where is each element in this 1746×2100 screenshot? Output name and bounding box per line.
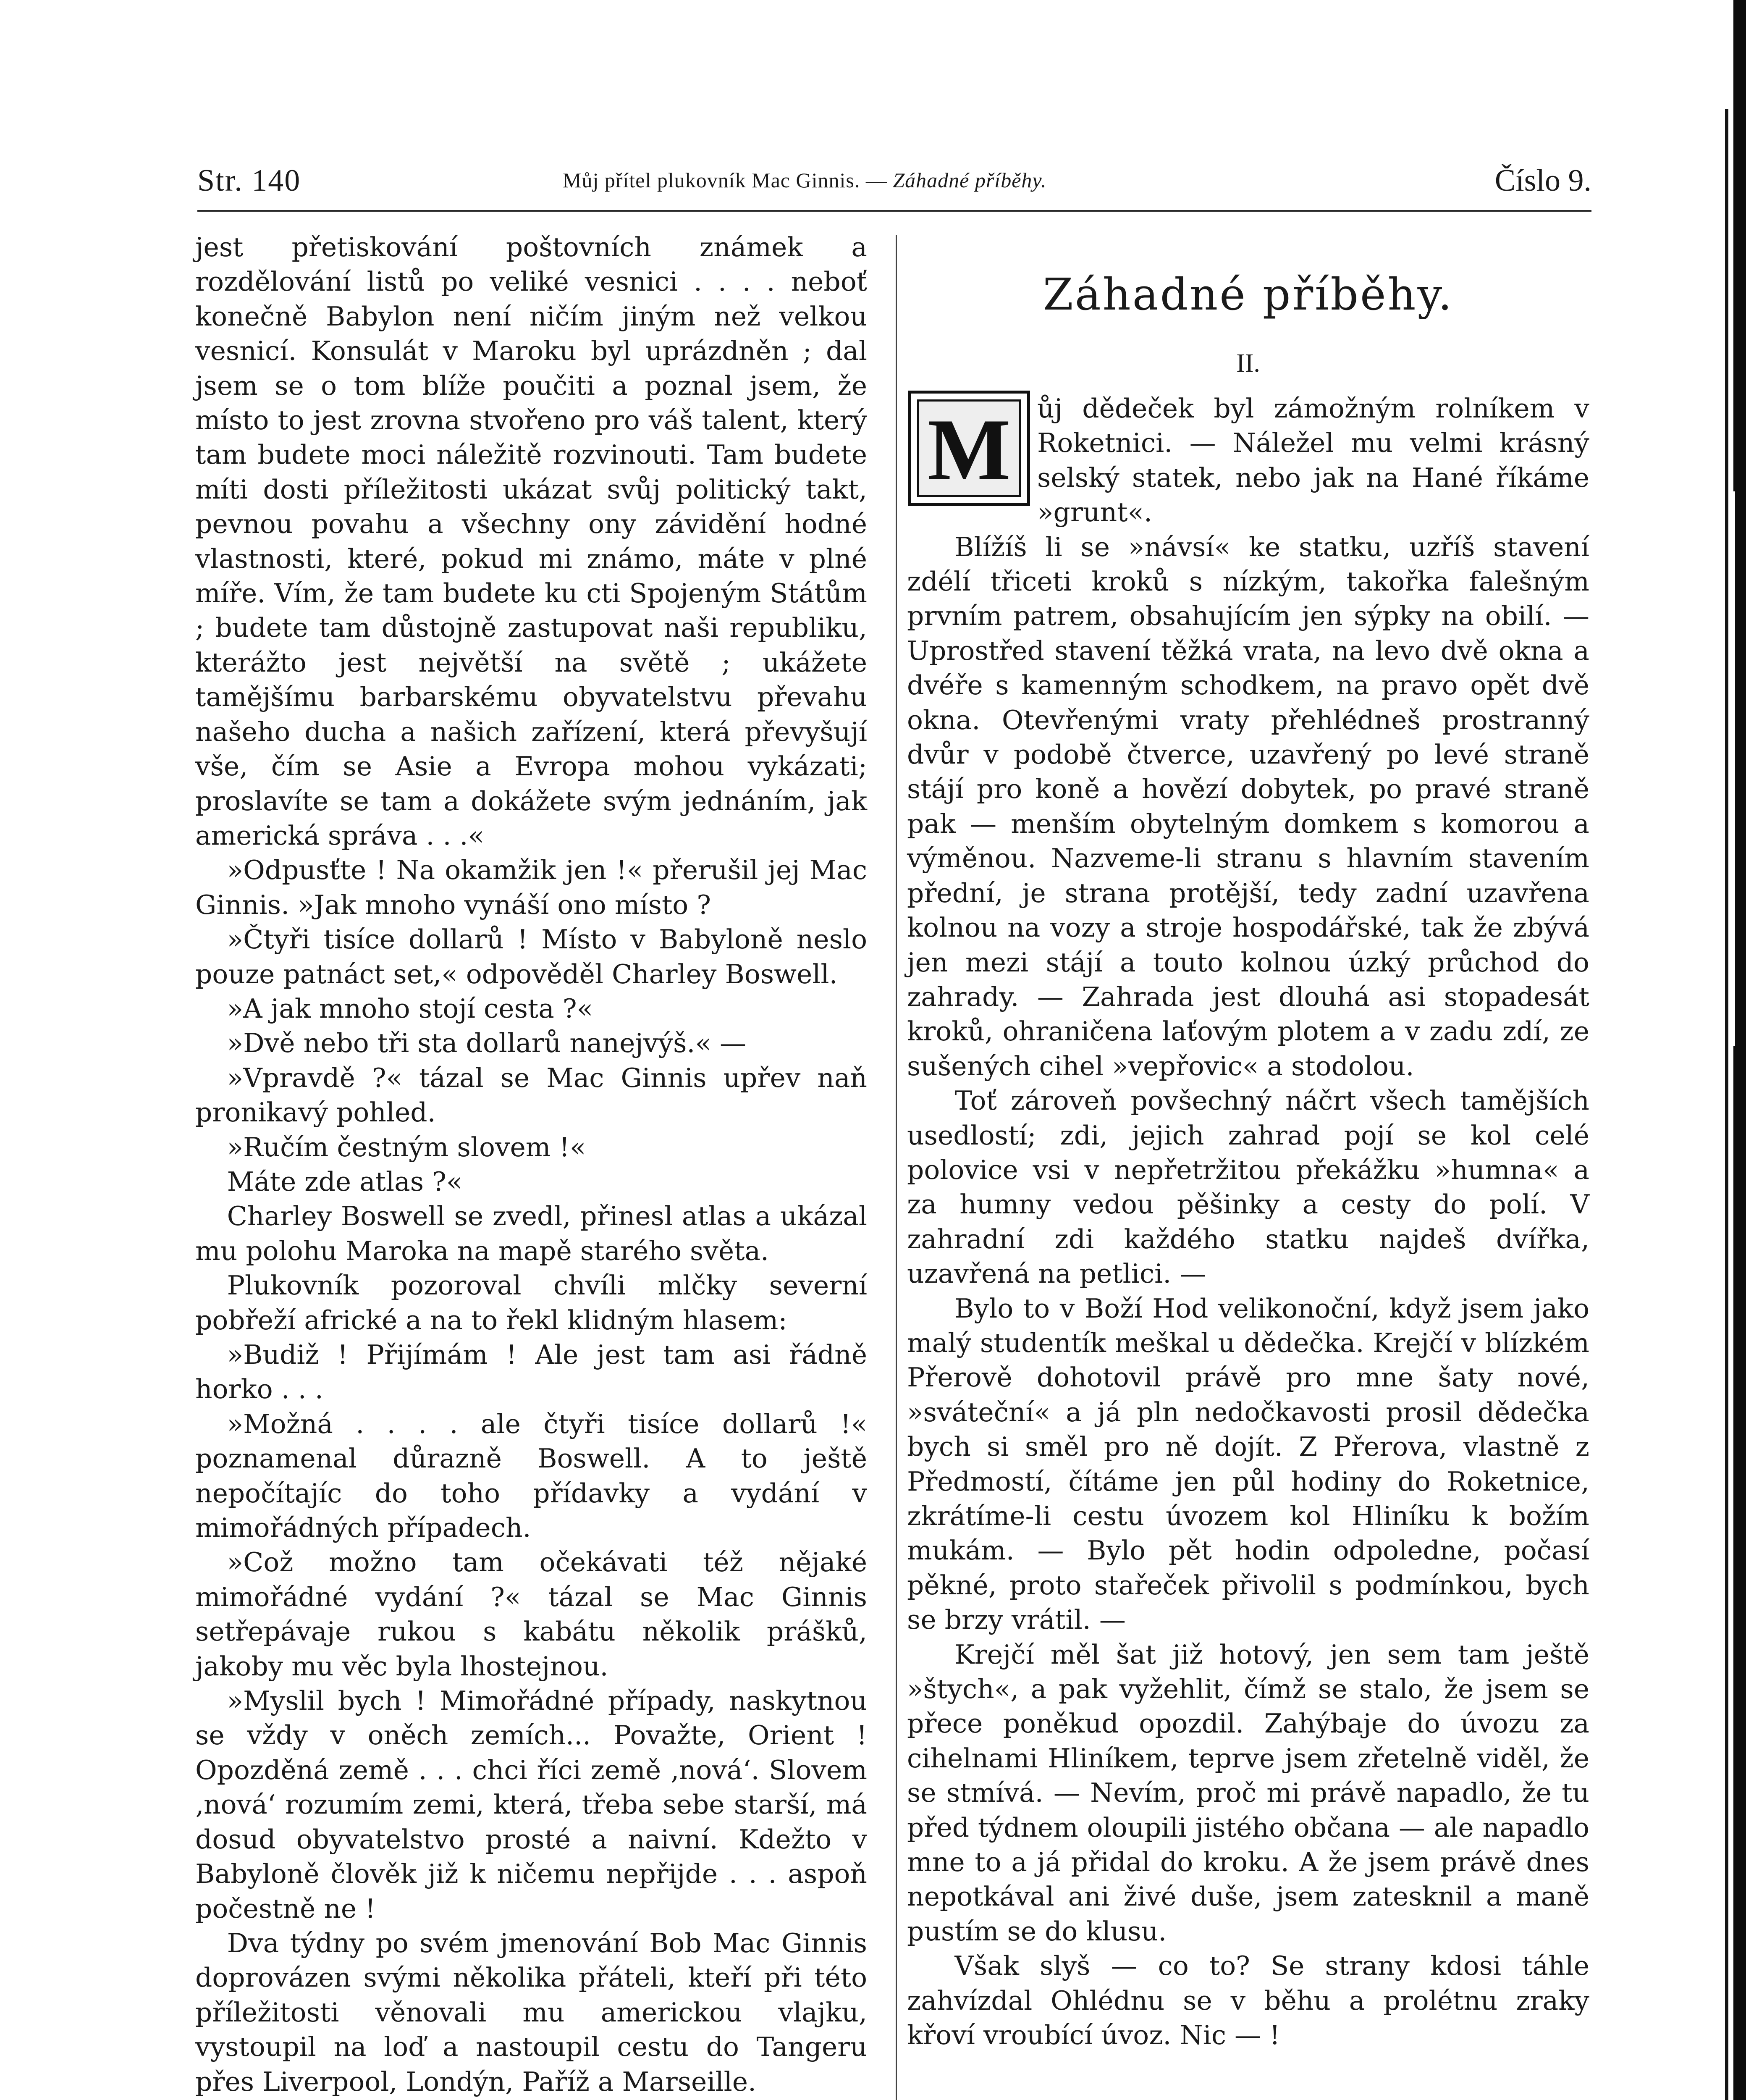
article-title: Záhadné příběhy.	[1043, 269, 1454, 320]
header-rule	[197, 210, 1591, 212]
left-paragraph: Charley Boswell se zvedl, přinesl atlas a ukázal mu polohu Maroka na mapě starého světa.	[195, 1201, 867, 1266]
left-paragraph: »Budiž ! Přijímám ! Ale jest tam asi řádně horko . . .	[195, 1339, 867, 1405]
right-paragraph: Toť zároveň povšechný náčrt všech tamějších usedlostí; zdi, jejich zahrad pojí se kol celé polovice vsi v nepřetržitou překážku »humna« a za humny vedou pěšinky a cesty do polí. V zahradní zdi každého statku najdeš dvířka, uzavřená na petlici. —	[907, 1085, 1589, 1289]
left-paragraph: Dva týdny po svém jmenování Bob Mac Ginnis doprovázen svými několika přáteli, kteří při této příležitosti věnovali mu americkou vlajku, vystoupil na loď a nastoupil cestu do Tangeru přes Liverpool, Londýn, Paříž a Marseille.	[195, 1927, 867, 2097]
left-paragraph: »Čtyři tisíce dollarů ! Místo v Babyloně neslo pouze patnáct set,« odpověděl Charley Boswell.	[195, 924, 867, 990]
running-title-story: Můj přítel plukovník Mac Ginnis. —	[563, 168, 887, 192]
right-paragraph: Krejčí měl šat již hotový, jen sem tam ještě »štych«, a pak vyžehlit, čímž se stalo, že jsem se přece poněkud opozdil. Zahýbaje do úvozu za cihelnami Hliníkem, teprve jsem zřetelně viděl, že se stmívá. — Nevím, proč mi právě napadlo, že tu před týdnem oloupili jistého občana — ale napadlo mne to a já přidal do kroku. A že jsem právě dnes nepotkával ani živé duše, jsem zatesknil a maně pustím se do klusu.	[907, 1639, 1589, 1947]
page-edge-line	[1725, 109, 1728, 2100]
running-header	[197, 159, 1591, 205]
running-title	[563, 168, 1046, 192]
drop-cap-letter: M	[927, 401, 1011, 499]
left-paragraph: »Odpusťte ! Na okamžik jen !« přerušil jej Mac Ginnis. »Jak mnoho vynáší ono místo ?	[195, 855, 867, 920]
right-paragraph: Bylo to v Boží Hod velikonoční, když jsem jako malý studentík meškal u dědečka. Krejčí v blízkém Přerově dohotovil právě pro mne šaty nové, »sváteční« a já pln nedočkavosti prosil dědečka bych si směl pro ně dojít. Z Přerova, vlastně z Předmostí, čítáme jen půl hodiny do Roketnice, zkrátíme-li cestu úvozem kol Hliníku k božím mukám. — Bylo pět hodin odpoledne, počasí pěkné, proto stařeček přivolil s podmínkou, bych se brzy vrátil. —	[907, 1293, 1589, 1635]
page-edge-gap	[1731, 491, 1735, 1046]
right-column	[907, 391, 1589, 2053]
page-edge-scan-shadow	[1733, 0, 1746, 2100]
left-paragraph: Plukovník pozoroval chvíli mlčky severní pobřeží africké a na to řekl klidným hlasem:	[195, 1270, 867, 1336]
page-number: Str. 140	[197, 163, 301, 198]
left-paragraph: »Dvě nebo tři sta dollarů nanejvýš.« —	[227, 1028, 746, 1059]
left-paragraph: »A jak mnoho stojí cesta ?«	[227, 993, 593, 1024]
article-subtitle: II.	[1236, 349, 1260, 378]
left-paragraph: »Možná . . . . ale čtyři tisíce dollarů !« poznamenal důrazně Boswell. A to ještě nepočítajíc do toho přídavky a vydání v mimořádných případech.	[195, 1408, 867, 1544]
running-title-section: Záhadné příběhy.	[893, 168, 1047, 192]
left-paragraph: »Vpravdě ?« tázal se Mac Ginnis upřev naň pronikavý pohled.	[195, 1062, 867, 1128]
left-column	[195, 230, 867, 2099]
left-paragraph: »Což možno tam očekávati též nějaké mimořádné vydání ?« tázal se Mac Ginnis setřepávaje rukou s kabátu několik prášků, jakoby mu věc byla lhostejnou.	[195, 1547, 867, 1682]
issue-number: Číslo 9.	[1494, 163, 1591, 198]
left-paragraph: »Myslil bych ! Mimořádné případy, naskytnou se vždy v oněch zemích... Považte, Orient ! Opozděná země . . . chci říci země ‚nová‘. Slovem ‚nová‘ rozumím zemi, která, třeba sebe starší, má dosud obyvatelstvo prosté a naivní. Kdežto v Babyloně člověk již k ničemu nepřijde . . . aspoň počestně ne !	[195, 1685, 867, 1924]
right-paragraph: Blížíš li se »návsí« ke statku, uzříš stavení zdélí třiceti kroků s nízkým, takořka falešným prvním patrem, obsahujícím jen sýpky na obilí. — Uprostřed stavení těžká vrata, na levo dvě okna a dvéře s kamenným schodkem, na pravo opět dvě okna. Otevřenými vraty přehlédneš prostranný dvůr v podobě čtverce, uzavřený po levé straně stájí pro koně a hovězí dobytek, po pravé straně pak — menším obytelným domkem s komorou a výměnou. Nazveme-li stranu s hlavním stavením přední, je strana protější, tedy zadní uzavřena kolnou na vozy a stroje hospodářské, tak že zbývá jen mezi stájí a touto kolnou úzký průchod do zahrady. — Zahrada jest dlouhá asi stopadesát kroků, ohraničena laťovým plotem a v zadu zdí, ze sušených cihel »vepřovic« a stodolou.	[907, 531, 1589, 1082]
left-paragraph: Máte zde atlas ?«	[227, 1166, 463, 1197]
left-paragraph: »Ručím čestným slovem !«	[227, 1131, 586, 1163]
right-paragraph: Však slyš — co to? Se strany kdosi táhle zahvízdal Ohlédnu se v běhu a prolétnu zraky křoví vroubící úvoz. Nic — !	[907, 1950, 1589, 2051]
right-paragraph: ůj dědeček byl zámožným rolníkem v Roketnici. — Náležel mu velmi krásný selský statek, nebo jak na Hané říkáme »grunt«.	[1037, 393, 1589, 528]
left-paragraph: jest přetiskování poštovních známek a rozdělování listů po veliké vesnici . . . . neboť konečně Babylon není ničím jiným než velkou vesnicí. Konsulát v Maroku byl uprázdněn ; dal jsem se o tom blíže poučiti a poznal jsem, že místo to jest zrovna stvořeno pro váš talent, který tam budete moci náležitě rozvinouti. Tam budete míti dosti příležitosti ukázat svůj politický takt, pevnou povahu a všechny ony závidění hodné vlastnosti, které, pokud mi známo, máte v plné míře. Vím, že tam budete ku cti Spojeným Státům ; budete tam důstojně zastupovat naši republiku, kterážto jest největší na světě ; ukážete tamějšímu barbarskému obyvatelstvu převahu našeho ducha a našich zařízení, která převyšují vše, čím se Asie a Evropa mohou vykázati; proslavíte se tam a dokážete svým jednáním, jak americká správa . . .«	[195, 232, 867, 851]
column-divider	[896, 235, 897, 2100]
